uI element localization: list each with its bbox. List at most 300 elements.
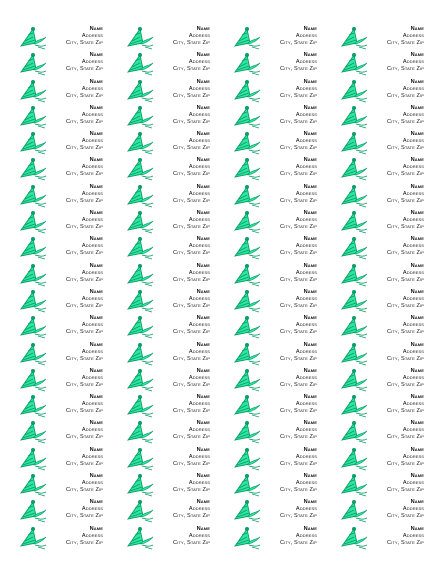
recipient-name: Name [303,236,317,243]
address-label [14,497,121,523]
address-block [387,105,424,126]
recipient-city-state-zip: City, State Zip [387,487,424,494]
recipient-address: Address [402,33,424,39]
address-block [66,184,103,205]
recipient-name: Name [410,499,424,506]
recipient-name: Name [303,367,317,374]
recipient-name: Name [303,315,317,322]
address-label [335,234,442,260]
address-label [335,287,442,313]
party-hat-icon [125,183,155,208]
party-hat-icon [18,25,48,50]
party-hat-icon [232,525,262,550]
address-block [173,447,210,468]
recipient-city-state-zip: City, State Zip [173,250,210,257]
recipient-city-state-zip: City, State Zip [387,224,424,231]
address-label [228,129,335,155]
recipient-name: Name [303,525,317,532]
recipient-address: Address [81,138,103,145]
address-label [14,129,121,155]
recipient-name: Name [410,394,424,401]
recipient-name: Name [303,131,317,138]
recipient-city-state-zip: City, State Zip [280,92,317,99]
recipient-address: Address [188,295,210,302]
address-block [173,526,210,547]
address-label [14,103,121,129]
recipient-address: Address [188,33,210,39]
recipient-address: Address [295,427,317,434]
party-hat-icon [339,51,369,76]
party-hat-icon [125,525,155,550]
recipient-name: Name [410,78,424,85]
recipient-address: Address [402,138,424,145]
recipient-name: Name [303,157,317,164]
address-block [173,473,210,494]
recipient-address: Address [81,59,103,66]
recipient-city-state-zip: City, State Zip [66,66,103,73]
address-block [387,499,424,520]
address-label [228,234,335,260]
recipient-city-state-zip: City, State Zip [280,355,317,362]
recipient-city-state-zip: City, State Zip [66,40,103,46]
recipient-name: Name [410,473,424,480]
recipient-address: Address [402,401,424,408]
recipient-name: Name [196,210,210,217]
recipient-city-state-zip: City, State Zip [173,66,210,73]
recipient-address: Address [295,33,317,39]
address-block [173,315,210,336]
recipient-city-state-zip: City, State Zip [280,329,317,336]
address-block [66,263,103,284]
party-hat-icon [18,262,48,287]
address-block [280,342,317,363]
recipient-name: Name [196,499,210,506]
address-block [173,26,210,47]
address-block [387,79,424,100]
recipient-city-state-zip: City, State Zip [387,40,424,46]
recipient-name: Name [196,26,210,32]
recipient-name: Name [89,236,103,243]
recipient-address: Address [402,164,424,171]
party-hat-icon [339,25,369,50]
party-hat-icon [232,78,262,103]
recipient-city-state-zip: City, State Zip [66,224,103,231]
recipient-city-state-zip: City, State Zip [66,276,103,283]
recipient-address: Address [188,374,210,381]
address-label [228,208,335,234]
address-block [387,157,424,178]
recipient-city-state-zip: City, State Zip [173,40,210,46]
party-hat-icon [232,419,262,444]
recipient-city-state-zip: City, State Zip [280,276,317,283]
address-label [335,471,442,497]
address-block [387,368,424,389]
recipient-name: Name [89,367,103,374]
address-label [335,497,442,523]
recipient-name: Name [303,499,317,506]
recipient-name: Name [410,315,424,322]
recipient-name: Name [196,420,210,427]
party-hat-icon [232,472,262,497]
recipient-address: Address [188,348,210,355]
recipient-name: Name [89,420,103,427]
recipient-name: Name [89,394,103,401]
address-block [280,26,317,47]
recipient-address: Address [188,322,210,329]
recipient-city-state-zip: City, State Zip [173,224,210,231]
address-label [335,392,442,418]
recipient-name: Name [410,131,424,138]
address-block [173,52,210,73]
address-block [66,105,103,126]
party-hat-icon [339,156,369,181]
recipient-city-state-zip: City, State Zip [173,118,210,125]
recipient-name: Name [303,288,317,295]
address-block [280,79,317,100]
recipient-city-state-zip: City, State Zip [387,276,424,283]
recipient-name: Name [303,78,317,85]
recipient-city-state-zip: City, State Zip [280,408,317,415]
party-hat-icon [125,156,155,181]
party-hat-icon [18,209,48,234]
recipient-city-state-zip: City, State Zip [66,460,103,467]
recipient-name: Name [196,367,210,374]
address-block [173,79,210,100]
address-label [335,103,442,129]
recipient-name: Name [89,473,103,480]
recipient-name: Name [410,157,424,164]
recipient-name: Name [89,499,103,506]
recipient-city-state-zip: City, State Zip [173,329,210,336]
address-block [280,315,317,336]
address-block [280,289,317,310]
party-hat-icon [339,472,369,497]
party-hat-icon [18,393,48,418]
party-hat-icon [339,367,369,392]
recipient-address: Address [295,322,317,329]
address-label [14,155,121,181]
recipient-city-state-zip: City, State Zip [173,145,210,152]
recipient-address: Address [295,59,317,66]
recipient-address: Address [81,348,103,355]
address-label [14,445,121,471]
recipient-address: Address [402,59,424,66]
recipient-name: Name [410,525,424,532]
address-block [387,210,424,231]
recipient-city-state-zip: City, State Zip [173,487,210,494]
party-hat-icon [232,367,262,392]
address-label [121,103,228,129]
address-block [173,289,210,310]
party-hat-icon [125,209,155,234]
party-hat-icon [18,314,48,339]
address-label [14,287,121,313]
address-block [66,131,103,152]
address-block [173,157,210,178]
recipient-name: Name [303,262,317,269]
address-label [228,77,335,103]
party-hat-icon [232,156,262,181]
recipient-city-state-zip: City, State Zip [66,171,103,178]
recipient-name: Name [89,446,103,453]
recipient-name: Name [89,52,103,59]
recipient-address: Address [295,164,317,171]
address-block [280,473,317,494]
party-hat-icon [125,235,155,260]
address-label [121,208,228,234]
recipient-name: Name [196,446,210,453]
recipient-address: Address [188,190,210,197]
recipient-city-state-zip: City, State Zip [387,355,424,362]
recipient-address: Address [81,453,103,460]
recipient-address: Address [188,401,210,408]
recipient-city-state-zip: City, State Zip [387,408,424,415]
party-hat-icon [125,130,155,155]
address-label [14,313,121,339]
recipient-address: Address [81,401,103,408]
recipient-name: Name [303,52,317,59]
recipient-city-state-zip: City, State Zip [280,250,317,257]
recipient-city-state-zip: City, State Zip [387,66,424,73]
recipient-name: Name [196,183,210,190]
address-label [335,208,442,234]
address-label [121,234,228,260]
address-label [121,287,228,313]
recipient-city-state-zip: City, State Zip [387,460,424,467]
recipient-address: Address [81,322,103,329]
address-block [173,420,210,441]
address-block [387,289,424,310]
recipient-address: Address [295,217,317,224]
recipient-name: Name [410,26,424,32]
recipient-address: Address [188,506,210,513]
recipient-name: Name [410,446,424,453]
party-hat-icon [125,288,155,313]
recipient-name: Name [89,525,103,532]
recipient-address: Address [188,217,210,224]
recipient-address: Address [295,532,317,539]
party-hat-icon [232,104,262,129]
recipient-address: Address [402,532,424,539]
recipient-city-state-zip: City, State Zip [280,66,317,73]
recipient-address: Address [402,269,424,276]
recipient-address: Address [295,401,317,408]
party-hat-icon [339,341,369,366]
party-hat-icon [18,472,48,497]
address-label [228,366,335,392]
recipient-address: Address [81,190,103,197]
recipient-name: Name [196,315,210,322]
recipient-city-state-zip: City, State Zip [173,381,210,388]
recipient-city-state-zip: City, State Zip [280,197,317,204]
recipient-address: Address [81,506,103,513]
recipient-address: Address [188,164,210,171]
address-label [228,182,335,208]
recipient-city-state-zip: City, State Zip [173,408,210,415]
address-label [121,340,228,366]
recipient-city-state-zip: City, State Zip [66,487,103,494]
recipient-address: Address [402,322,424,329]
party-hat-icon [18,51,48,76]
recipient-name: Name [196,262,210,269]
party-hat-icon [18,183,48,208]
recipient-address: Address [295,295,317,302]
address-block [387,526,424,547]
party-hat-icon [232,130,262,155]
recipient-city-state-zip: City, State Zip [280,460,317,467]
address-label [335,340,442,366]
recipient-address: Address [402,427,424,434]
address-label [14,77,121,103]
party-hat-icon [339,209,369,234]
recipient-name: Name [303,446,317,453]
address-label [14,234,121,260]
recipient-name: Name [89,183,103,190]
recipient-name: Name [410,262,424,269]
party-hat-icon [125,262,155,287]
address-block [66,394,103,415]
address-block [66,420,103,441]
recipient-name: Name [410,420,424,427]
address-label [228,497,335,523]
address-label [14,24,121,50]
party-hat-icon [339,525,369,550]
address-block [387,420,424,441]
party-hat-icon [18,104,48,129]
recipient-city-state-zip: City, State Zip [173,434,210,441]
address-label [335,77,442,103]
party-hat-icon [339,130,369,155]
party-hat-icon [125,367,155,392]
recipient-address: Address [295,138,317,145]
recipient-city-state-zip: City, State Zip [280,539,317,546]
recipient-name: Name [89,341,103,348]
party-hat-icon [339,498,369,523]
party-hat-icon [339,419,369,444]
party-hat-icon [125,393,155,418]
address-block [66,289,103,310]
address-label [228,340,335,366]
recipient-address: Address [81,532,103,539]
recipient-address: Address [188,111,210,118]
address-block [173,394,210,415]
party-hat-icon [339,314,369,339]
address-block [66,499,103,520]
address-block [66,210,103,231]
address-block [66,526,103,547]
recipient-city-state-zip: City, State Zip [387,434,424,441]
recipient-address: Address [402,348,424,355]
recipient-address: Address [81,217,103,224]
address-label [335,24,442,50]
recipient-name: Name [410,367,424,374]
party-hat-icon [232,209,262,234]
recipient-address: Address [188,138,210,145]
recipient-name: Name [89,210,103,217]
recipient-city-state-zip: City, State Zip [173,460,210,467]
recipient-address: Address [81,374,103,381]
recipient-city-state-zip: City, State Zip [173,539,210,546]
address-label [14,524,121,550]
address-label [121,50,228,76]
recipient-name: Name [196,157,210,164]
address-label [121,24,228,50]
recipient-name: Name [410,104,424,111]
recipient-name: Name [196,131,210,138]
recipient-name: Name [303,394,317,401]
recipient-address: Address [188,85,210,92]
address-label [335,155,442,181]
party-hat-icon [125,314,155,339]
address-block [66,342,103,363]
address-block [387,26,424,47]
recipient-name: Name [89,26,103,32]
party-hat-icon [232,51,262,76]
party-hat-icon [125,446,155,471]
recipient-name: Name [89,104,103,111]
recipient-name: Name [303,104,317,111]
address-label [121,418,228,444]
recipient-city-state-zip: City, State Zip [387,92,424,99]
recipient-address: Address [295,453,317,460]
recipient-address: Address [295,111,317,118]
recipient-city-state-zip: City, State Zip [66,250,103,257]
address-label [121,129,228,155]
recipient-address: Address [188,480,210,487]
recipient-name: Name [196,104,210,111]
address-label [14,261,121,287]
recipient-address: Address [402,506,424,513]
address-label [335,418,442,444]
recipient-city-state-zip: City, State Zip [280,302,317,309]
address-block [280,526,317,547]
recipient-address: Address [81,243,103,250]
address-block [280,131,317,152]
recipient-city-state-zip: City, State Zip [387,145,424,152]
recipient-city-state-zip: City, State Zip [280,171,317,178]
address-label [335,261,442,287]
recipient-address: Address [402,85,424,92]
party-hat-icon [232,262,262,287]
address-label [228,524,335,550]
address-block [280,52,317,73]
address-label [121,471,228,497]
recipient-name: Name [89,131,103,138]
recipient-name: Name [196,525,210,532]
party-hat-icon [232,235,262,260]
address-block [66,157,103,178]
party-hat-icon [18,446,48,471]
address-label [228,418,335,444]
recipient-address: Address [402,111,424,118]
address-block [280,236,317,257]
recipient-name: Name [196,341,210,348]
label-sheet [14,24,442,550]
address-block [173,210,210,231]
recipient-address: Address [402,480,424,487]
address-block [387,394,424,415]
party-hat-icon [125,104,155,129]
recipient-address: Address [188,269,210,276]
recipient-city-state-zip: City, State Zip [173,171,210,178]
address-label [121,182,228,208]
recipient-city-state-zip: City, State Zip [66,329,103,336]
address-block [280,368,317,389]
recipient-city-state-zip: City, State Zip [387,118,424,125]
recipient-city-state-zip: City, State Zip [387,539,424,546]
address-label [335,50,442,76]
address-block [280,447,317,468]
